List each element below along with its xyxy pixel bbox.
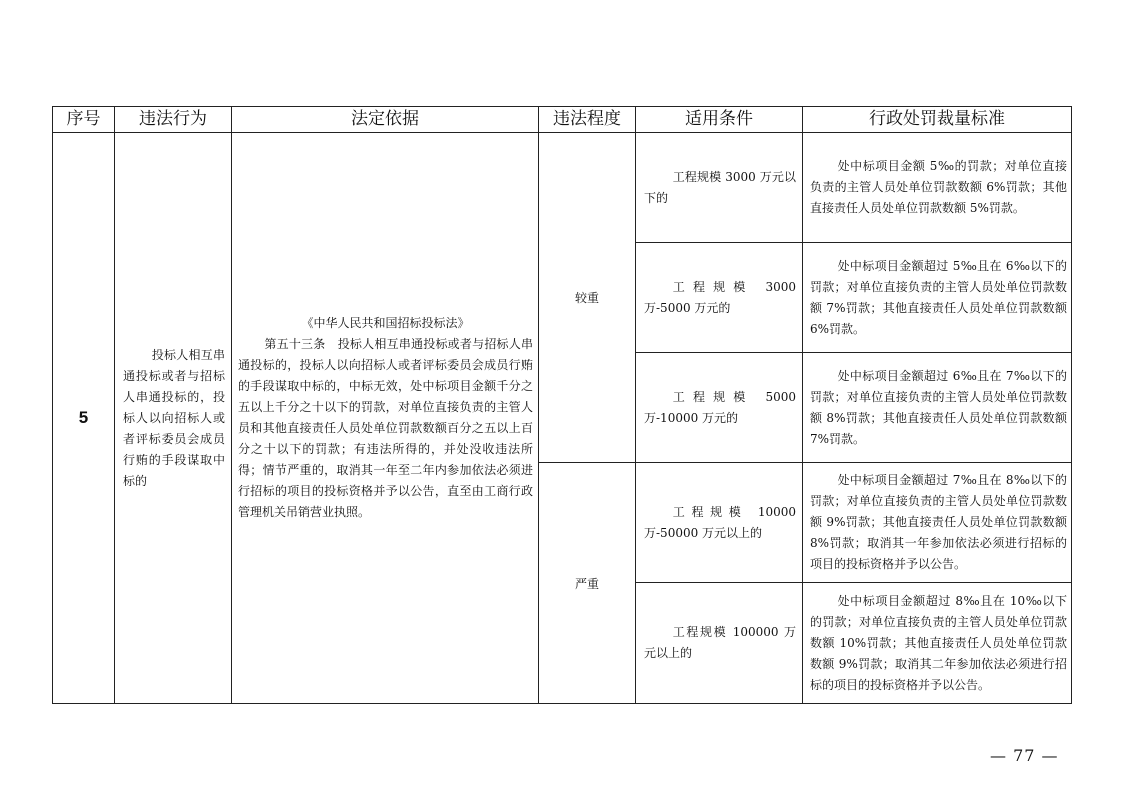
illegal-behavior-text: 投标人相互串通投标或者与招标人串通投标的，投标人以向招标人或者评标委员会成员行贿的手段谋取中标的 — [123, 347, 225, 488]
table-header-row — [53, 107, 1072, 133]
condition-text: 工程规模 3000 万元以下的 — [644, 169, 796, 205]
illegal-behavior-cell — [115, 133, 232, 704]
legal-basis-title: 《中华人民共和国招标投标法》 — [301, 316, 470, 330]
degree-serious: 较重 — [539, 133, 636, 463]
header-condition: 适用条件 — [636, 107, 803, 133]
standard-text: 处中标项目金额超过 5‰且在 6‰以下的罚款；对单位直接负责的主管人员处单位罚款数额 7%罚款；其他直接责任人员处单位罚款数额 6%罚款。 — [810, 258, 1067, 336]
legal-basis-body: 第五十三条 投标人相互串通投标或者与招标人串通投标的，投标人以向招标人或者评标委员会成员行贿的手段谋取中标的，中标无效，处中标项目金额千分之五以上千分之十以下的罚款，对单位直接负责的主管人员和其他直接责任人员处单位罚款数额百分之五以上百分之十以下的罚款；有违法所得的，并处没收违法所得；情节严重的，取消其一年至二年内参加依法必须进行招标的项目的投标资格并予以公告，直至由工商行政管理机关吊销营业执照。 — [238, 337, 533, 519]
page-number: — 77 — — [990, 746, 1059, 765]
standard-cell — [803, 133, 1072, 243]
standard-cell — [803, 583, 1072, 704]
condition-cell — [636, 133, 803, 243]
header-behavior: 违法行为 — [115, 107, 232, 133]
penalty-standard-table — [52, 106, 1072, 704]
header-basis: 法定依据 — [232, 107, 539, 133]
condition-cell — [636, 583, 803, 704]
condition-text: 工程规模 5000 万-10000 万元的 — [644, 389, 796, 425]
standard-text: 处中标项目金额 5‰的罚款；对单位直接负责的主管人员处单位罚款数额 6%罚款；其他直接责任人员处单位罚款数额 5%罚款。 — [810, 159, 1067, 215]
standard-cell — [803, 243, 1072, 353]
legal-basis-cell — [232, 133, 539, 704]
header-standard: 行政处罚裁量标准 — [803, 107, 1072, 133]
table-row — [53, 133, 1072, 243]
condition-cell — [636, 243, 803, 353]
condition-text: 工程规模 10000 万-50000 万元以上的 — [644, 504, 796, 540]
condition-cell — [636, 463, 803, 583]
standard-cell — [803, 463, 1072, 583]
degree-severe: 严重 — [539, 463, 636, 704]
row-seq: 5 — [53, 133, 115, 704]
condition-text: 工程规模 100000 万元以上的 — [644, 625, 796, 660]
header-degree: 违法程度 — [539, 107, 636, 133]
condition-text: 工程规模 3000 万-5000 万元的 — [644, 279, 796, 315]
standard-cell — [803, 353, 1072, 463]
header-seq: 序号 — [53, 107, 115, 133]
condition-cell — [636, 353, 803, 463]
standard-text: 处中标项目金额超过 6‰且在 7‰以下的罚款；对单位直接负责的主管人员处单位罚款数额 8%罚款；其他直接责任人员处单位罚款数额 7%罚款。 — [810, 368, 1067, 446]
standard-text: 处中标项目金额超过 7‰且在 8‰以下的罚款；对单位直接负责的主管人员处单位罚款数额 9%罚款；其他直接责任人员处单位罚款数额 8%罚款；取消其一年参加依法必须进行招标的项目的投标资格并予以公告。 — [810, 473, 1067, 571]
standard-text: 处中标项目金额超过 8‰且在 10‰以下的罚款；对单位直接负责的主管人员处单位罚款数额 10%罚款；其他直接责任人员处单位罚款数额 9%罚款；取消其二年参加依法必须进行招标的项目的投标资格并予以公告。 — [810, 593, 1067, 692]
